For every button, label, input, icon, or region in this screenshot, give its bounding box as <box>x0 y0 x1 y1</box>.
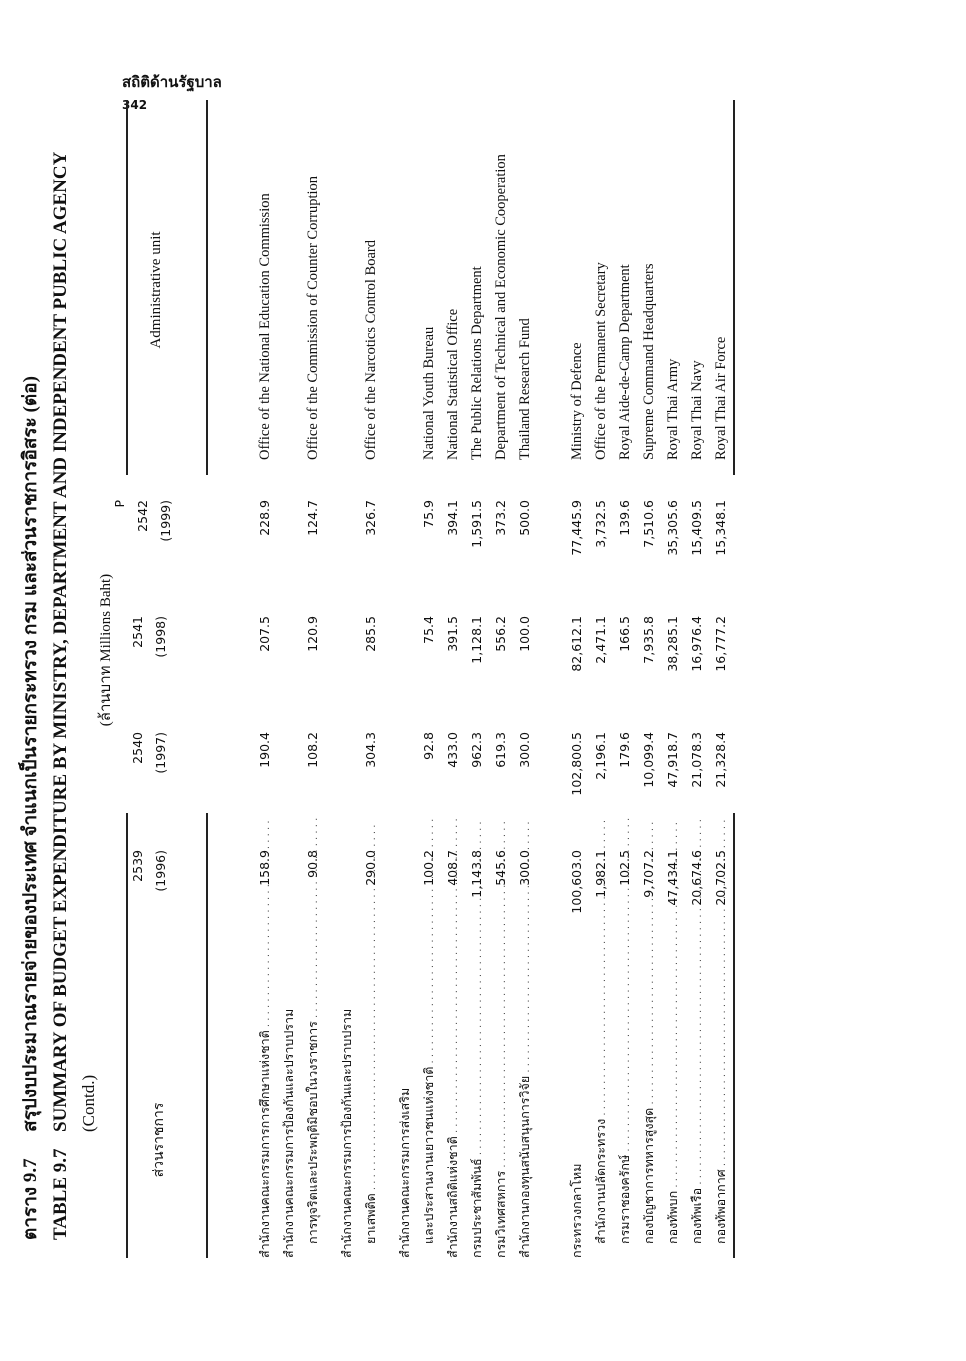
year-be: 2539 <box>130 850 145 882</box>
row-label-english: Royal Thai Navy <box>689 360 705 460</box>
cell-year-4: 124.7 <box>305 500 320 536</box>
header-rule-right <box>206 100 208 475</box>
cell-year-2: 300.0 <box>517 732 532 768</box>
unit-note: (ล้านบาท Millions Baht) <box>98 573 114 727</box>
cell-year-4: 500.0 <box>517 500 532 536</box>
cell-year-4: 15,348.1 <box>713 500 728 556</box>
year-ce: (1998) <box>153 616 168 658</box>
cell-year-4: 15,409.5 <box>689 500 704 556</box>
row-label-english: Royal Aide-de-Camp Department <box>617 264 633 460</box>
cell-year-3: 38,285.1 <box>665 616 680 672</box>
cell-year-2: 21,328.4 <box>713 732 728 788</box>
table-row <box>589 90 613 1260</box>
cell-year-3: 100.0 <box>517 616 532 652</box>
table-row <box>253 90 277 1260</box>
title-contd: (Contd.) <box>79 1074 98 1132</box>
year-header-3 <box>126 616 172 726</box>
table-row <box>661 90 685 1260</box>
cell-year-2: 619.3 <box>493 732 508 768</box>
top-rule-right <box>126 100 128 475</box>
cell-year-2: 2,196.1 <box>593 732 608 780</box>
row-label-english: Office of the National Education Commission <box>257 193 273 460</box>
row-label-thai: กองบัญชาการทหารสูงสุด . . . <box>637 818 663 1258</box>
cell-year-3: 120.9 <box>305 616 320 652</box>
row-label-thai: สำนักงานคณะกรรมการป้องกันและปราบปราม <box>339 1008 354 1258</box>
row-label-thai: สำนักงานคณะกรรมการการศึกษาแห่งชาติ . . . <box>253 818 279 1258</box>
row-label-thai: ยาเสพติด . . . <box>359 818 385 1258</box>
cell-year-3: 16,976.4 <box>689 616 704 672</box>
cell-year-4: 139.6 <box>617 500 632 536</box>
cell-year-1: 408.7 <box>445 850 460 886</box>
table-row <box>301 90 325 1260</box>
row-label-thai: การทุจริตและประพฤติมิชอบในวงราชการ . . . <box>301 818 327 1258</box>
table-row <box>613 90 637 1260</box>
year-ce: (1996) <box>153 850 168 892</box>
row-label-english: Thailand Research Fund <box>517 318 533 460</box>
cell-year-2: 304.3 <box>363 732 378 768</box>
cell-year-4: 3,732.5 <box>593 500 608 548</box>
cell-year-1: 102.5 <box>617 850 632 886</box>
cell-year-3: 285.5 <box>363 616 378 652</box>
cell-year-3: 75.4 <box>421 616 436 644</box>
cell-year-4: 373.2 <box>493 500 508 536</box>
cell-year-2: 92.8 <box>421 732 436 760</box>
cell-year-1: 100.2 <box>421 850 436 886</box>
table-row <box>441 90 465 1260</box>
bottom-rule-left <box>733 813 735 1258</box>
table-row <box>359 90 383 1260</box>
page-number: 342 <box>122 98 148 112</box>
cell-year-2: 102,800.5 <box>569 732 584 796</box>
cell-year-3: 207.5 <box>257 616 272 652</box>
cell-year-3: 7,935.8 <box>641 616 656 664</box>
cell-year-1: 20,702.5 <box>713 850 728 906</box>
row-label-thai: สำนักงานคณะกรรมการส่งเสริม <box>397 1087 412 1258</box>
cell-year-3: 391.5 <box>445 616 460 652</box>
year-ce: (1997) <box>153 732 168 774</box>
cell-year-4: 228.9 <box>257 500 272 536</box>
row-label-thai: กองทัพบก . . . <box>661 818 687 1258</box>
row-label-english: Ministry of Defence <box>569 342 585 460</box>
cell-year-1: 100,603.0 <box>569 850 584 914</box>
year-header-2 <box>126 732 172 842</box>
table-row <box>513 90 537 1260</box>
cell-year-1: 20,674.6 <box>689 850 704 906</box>
year-ce: (1999) <box>158 500 173 542</box>
table-row <box>709 90 733 1260</box>
row-label-english: Royal Thai Army <box>665 358 681 460</box>
cell-year-4: 75.9 <box>421 500 436 528</box>
section-title: สถิติด้านรัฐบาล <box>122 73 222 91</box>
title-english-text: SUMMARY OF BUDGET EXPENDITURE BY MINISTRY, DEPARTMENT AND INDEPENDENT PUBLIC AGENCY <box>50 151 71 1132</box>
table-row <box>277 90 301 1260</box>
row-label-english: The Public Relations Department <box>469 266 485 460</box>
row-label-thai: สำนักงานคณะกรรมการป้องกันและปราบปราม <box>281 1008 296 1258</box>
title-english-label: TABLE 9.7 <box>50 1148 71 1240</box>
row-label-thai: กรมราชองครักษ์ . . . <box>613 818 639 1258</box>
row-label-thai: กองทัพอากาศ . . . <box>709 818 735 1258</box>
row-label-english: National Youth Bureau <box>421 326 437 460</box>
cell-year-1: 290.0 <box>363 850 378 886</box>
cell-year-2: 190.4 <box>257 732 272 768</box>
cell-year-1: 158.9 <box>257 850 272 886</box>
title-thai-text: สรุปงบประมาณรายจ่ายของประเทศ จำแนกเป็นรายกระทรวง กรม และส่วนราชการอิสระ (ต่อ) <box>20 376 41 1132</box>
row-label-english: Office of the Commission of Counter Corruption <box>305 175 321 460</box>
cell-year-3: 166.5 <box>617 616 632 652</box>
row-label-thai: กองทัพเรือ . . . <box>685 818 711 1258</box>
table-row <box>565 90 589 1260</box>
row-label-thai: กรมวิเทศสหการ . . . <box>489 818 515 1258</box>
header-rule-left <box>206 813 208 1258</box>
cell-year-3: 82,612.1 <box>569 616 584 672</box>
row-label-thai: และประสานงานเยาวชนแห่งชาติ . . . <box>417 818 443 1258</box>
table-row <box>335 90 359 1260</box>
row-label-thai: สำนักงานกองทุนสนับสนุนการวิจัย . . . <box>513 818 539 1258</box>
row-label-thai: สำนักงานปลัดกระทรวง . . . <box>589 818 615 1258</box>
cell-year-4: 77,445.9 <box>569 500 584 556</box>
year-be: 2542 <box>135 500 150 532</box>
cell-year-1: 300.0 <box>517 850 532 886</box>
header-english-column: Administrative unit <box>148 231 164 349</box>
cell-year-3: 556.2 <box>493 616 508 652</box>
table-row <box>465 90 489 1260</box>
cell-year-3: 1,128.1 <box>469 616 484 664</box>
cell-year-2: 10,099.4 <box>641 732 656 788</box>
row-label-english: Royal Thai Air Force <box>713 336 729 460</box>
row-label-thai: กรมประชาสัมพันธ์ . . . <box>465 818 491 1258</box>
rotated-table <box>0 90 748 1260</box>
row-label-english: Office of the Permanent Secretary <box>593 262 609 460</box>
cell-year-4: 35,305.6 <box>665 500 680 556</box>
title-thai-label: ตาราง 9.7 <box>20 1158 41 1240</box>
cell-year-2: 21,078.3 <box>689 732 704 788</box>
bottom-rule-right <box>733 100 735 475</box>
table-row <box>637 90 661 1260</box>
table-row <box>417 90 441 1260</box>
row-label-english: National Statistical Office <box>445 308 461 460</box>
cell-year-1: 1,143.8 <box>469 850 484 898</box>
row-label-english: Office of the Narcotics Control Board <box>363 240 379 460</box>
row-label-thai: กระทรวงกลาโหม <box>569 1163 584 1258</box>
preliminary-mark: P <box>112 500 127 508</box>
row-label-english: Department of Technical and Economic Cooperation <box>493 154 509 460</box>
cell-year-4: 7,510.6 <box>641 500 656 548</box>
cell-year-1: 1,982.1 <box>593 850 608 898</box>
table-title <box>16 110 102 1240</box>
cell-year-4: 1,591.5 <box>469 500 484 548</box>
cell-year-2: 179.6 <box>617 732 632 768</box>
row-label-thai: สำนักงานสถิติแห่งชาติ . . . <box>441 818 467 1258</box>
table-row <box>489 90 513 1260</box>
year-be: 2541 <box>130 616 145 648</box>
cell-year-4: 326.7 <box>363 500 378 536</box>
table-row <box>685 90 709 1260</box>
year-header-4 <box>108 500 177 610</box>
title-english <box>46 110 76 1240</box>
cell-year-2: 108.2 <box>305 732 320 768</box>
cell-year-4: 394.1 <box>445 500 460 536</box>
cell-year-1: 90.8 <box>305 850 320 878</box>
cell-year-1: 545.6 <box>493 850 508 886</box>
cell-year-2: 47,918.7 <box>665 732 680 788</box>
table-row <box>393 90 417 1260</box>
cell-year-1: 9,707.2 <box>641 850 656 898</box>
cell-year-3: 16,777.2 <box>713 616 728 672</box>
cell-year-1: 47,434.1 <box>665 850 680 906</box>
row-label-english: Supreme Command Headquarters <box>641 263 657 460</box>
year-header-1 <box>126 850 172 960</box>
title-thai <box>16 110 46 1240</box>
cell-year-2: 962.3 <box>469 732 484 768</box>
cell-year-3: 2,471.1 <box>593 616 608 664</box>
cell-year-2: 433.0 <box>445 732 460 768</box>
year-be: 2540 <box>130 732 145 764</box>
header-thai-column: ส่วนราชการ <box>151 1102 167 1178</box>
